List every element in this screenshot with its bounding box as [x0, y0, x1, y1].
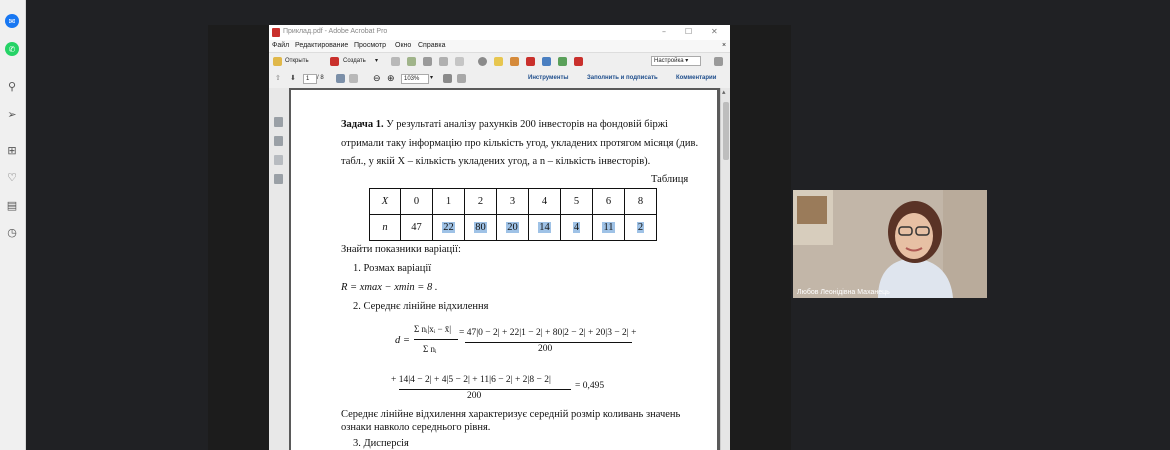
- minimize-button[interactable]: –: [662, 27, 666, 36]
- zoom-input[interactable]: 103%: [401, 74, 429, 84]
- table-caption: Таблиця: [651, 174, 689, 185]
- n-cell: [625, 215, 657, 241]
- chevron-down-icon[interactable]: ▾: [375, 58, 379, 64]
- n-cell: [529, 215, 561, 241]
- participant-video[interactable]: [793, 190, 987, 298]
- attachment-icon[interactable]: [274, 155, 283, 165]
- create-button[interactable]: Создать: [343, 58, 366, 64]
- menu-window[interactable]: Окно: [395, 42, 412, 49]
- x-header: X: [370, 189, 401, 215]
- create-pdf-icon: [330, 57, 339, 66]
- x-cell: 6: [593, 189, 625, 215]
- vertical-scrollbar[interactable]: [720, 88, 730, 450]
- navigation-toolbar: [269, 70, 730, 89]
- formula-denominator-2: 200: [467, 391, 482, 401]
- x-cell: 3: [497, 189, 529, 215]
- comments-link[interactable]: Комментарии: [676, 75, 717, 81]
- scrollbar-thumb[interactable]: [723, 102, 729, 160]
- messenger-icon[interactable]: ✉: [5, 14, 19, 28]
- n-cell: [593, 215, 625, 241]
- zoom-out-icon[interactable]: ⊖: [373, 73, 381, 83]
- grid-icon[interactable]: ⊞: [7, 143, 17, 157]
- n-value-selected[interactable]: 14: [539, 222, 550, 233]
- formula-fraction-line-2: [465, 342, 632, 343]
- page-total: / 8: [317, 75, 324, 81]
- formula-rhs-1: = 47|0 − 2| + 22|1 − 2| + 80|2 − 2| + 20|3 − 2| +: [459, 328, 637, 338]
- formula-result: = 0,495: [575, 381, 605, 391]
- print-icon[interactable]: [423, 57, 432, 66]
- x-cell: 0: [401, 189, 433, 215]
- menu-file[interactable]: Файл: [272, 42, 290, 49]
- maximize-button[interactable]: ☐: [685, 27, 693, 36]
- n-cell: [561, 215, 593, 241]
- window-title: Приклад.pdf - Adobe Acrobat Pro: [283, 28, 388, 35]
- settings-dropdown[interactable]: Настройка ▾: [651, 56, 701, 66]
- menu-help[interactable]: Справка: [418, 42, 446, 49]
- document-icon[interactable]: [542, 57, 551, 66]
- participant-name: Любов Леонідівна Маханець: [797, 289, 890, 296]
- fit-page-icon[interactable]: [443, 74, 452, 83]
- formula-d-label: d =: [395, 335, 410, 346]
- whatsapp-icon[interactable]: ✆: [5, 42, 19, 56]
- formula-rhs-2: + 14|4 − 2| + 4|5 − 2| + 11|6 − 2| + 2|8 − 2|: [391, 375, 551, 385]
- n-value-selected[interactable]: 22: [443, 222, 454, 233]
- task-line-1: [341, 119, 668, 130]
- stamp-icon[interactable]: [510, 57, 519, 66]
- signature-icon[interactable]: [274, 174, 283, 184]
- news-icon[interactable]: ▤: [6, 198, 18, 212]
- settings-dropdown-label: Настройка: [654, 58, 684, 64]
- close-button[interactable]: ✕: [711, 27, 718, 36]
- x-cell: 2: [465, 189, 497, 215]
- description-line-2: ознаки навколо середнього рівня.: [341, 422, 491, 433]
- n-value-selected[interactable]: 2: [637, 222, 644, 233]
- navigation-panel: [269, 88, 290, 450]
- range-formula: R = xmax − xmin = 8 .: [341, 282, 438, 293]
- x-cell: 5: [561, 189, 593, 215]
- open-button[interactable]: Открыть: [285, 58, 309, 64]
- heart-icon[interactable]: ♡: [7, 170, 17, 184]
- security-icon[interactable]: [574, 57, 583, 66]
- x-cell: 4: [529, 189, 561, 215]
- title-bar: [269, 25, 730, 40]
- item-mean-deviation: 2. Середнє лінійне відхилення: [353, 301, 489, 312]
- x-cell: 8: [625, 189, 657, 215]
- formula-numerator-sum: Σ nᵢ|xᵢ − x̄|: [414, 324, 452, 334]
- formula-fraction-line: [414, 339, 458, 340]
- n-value-selected[interactable]: 20: [507, 222, 518, 233]
- menu-view[interactable]: Просмотр: [354, 42, 386, 49]
- send-icon[interactable]: ➢: [7, 107, 17, 121]
- n-value-selected[interactable]: 80: [475, 222, 486, 233]
- edit-icon[interactable]: [439, 57, 448, 66]
- comment-icon[interactable]: [494, 57, 503, 66]
- tools-link[interactable]: Инструменты: [528, 75, 569, 81]
- bookmark-icon[interactable]: [274, 136, 283, 146]
- save-icon[interactable]: [391, 57, 400, 66]
- zoom-in-icon[interactable]: ⊕: [387, 73, 395, 83]
- participant-video-frame: [793, 190, 987, 298]
- menu-bar: [269, 40, 730, 52]
- task-label: Задача 1.: [341, 119, 384, 130]
- acrobat-window: [269, 25, 730, 450]
- pdf-icon: [272, 28, 280, 37]
- formula-denominator-1: 200: [538, 344, 553, 354]
- clock-icon[interactable]: ◷: [7, 225, 17, 239]
- main-toolbar: [269, 52, 730, 72]
- table-row-x: [370, 189, 657, 215]
- menu-edit[interactable]: Редактирование: [295, 42, 349, 49]
- formula-fraction-line-3: [399, 389, 571, 390]
- find-text: Знайти показники варіації:: [341, 244, 461, 255]
- n-cell: [465, 215, 497, 241]
- description-line-1: Середнє лінійне відхилення характеризує середній розмір коливань значень: [341, 409, 681, 420]
- n-header: n: [370, 215, 401, 241]
- expand-icon[interactable]: [714, 57, 723, 66]
- email-icon[interactable]: [455, 57, 464, 66]
- page-thumbnails-icon[interactable]: [274, 117, 283, 127]
- pdf-page: [291, 90, 717, 450]
- formula-denominator-sum: Σ nᵢ: [423, 344, 437, 354]
- up-arrow-icon[interactable]: ⇧: [275, 75, 281, 82]
- item-variance: 3. Дисперсія: [353, 438, 409, 449]
- read-mode-icon[interactable]: [457, 74, 466, 83]
- table-row-n: [370, 215, 657, 241]
- cloud-icon[interactable]: [407, 57, 416, 66]
- zoom-chevron-icon[interactable]: ▾: [430, 75, 434, 81]
- fill-sign-link[interactable]: Заполнить и подписать: [587, 75, 658, 81]
- n-cell: [497, 215, 529, 241]
- page-number-input[interactable]: 1: [303, 74, 317, 84]
- select-cursor-icon[interactable]: [336, 74, 345, 83]
- task-line-3: табл., у якій X – кількість укладених угод, а n – кількість інвесторів).: [341, 156, 651, 167]
- n-cell: [401, 215, 433, 241]
- n-value: 47: [411, 222, 422, 233]
- menu-close-button[interactable]: ×: [722, 42, 727, 49]
- n-cell: [433, 215, 465, 241]
- item-range: 1. Розмах варіації: [353, 263, 432, 274]
- n-value-selected[interactable]: 11: [603, 222, 614, 233]
- scroll-up-icon[interactable]: ▴: [722, 89, 726, 96]
- search-icon[interactable]: ⚲: [7, 79, 17, 93]
- data-table: [369, 188, 657, 241]
- x-cell: 1: [433, 189, 465, 215]
- left-sidebar: [0, 0, 26, 450]
- export-icon[interactable]: [558, 57, 567, 66]
- folder-icon: [273, 57, 282, 66]
- pdf-tool-icon[interactable]: [526, 57, 535, 66]
- settings-icon[interactable]: [478, 57, 487, 66]
- hand-tool-icon[interactable]: [349, 74, 358, 83]
- n-value-selected[interactable]: 4: [573, 222, 580, 233]
- task-text-1: У результаті аналізу рахунків 200 інвесторів на фондовій біржі: [386, 119, 668, 130]
- task-line-2: отримали таку інформацію про кількість угод, укладених протягом місяця (див.: [341, 138, 699, 149]
- down-arrow-icon[interactable]: ⬇: [290, 75, 296, 82]
